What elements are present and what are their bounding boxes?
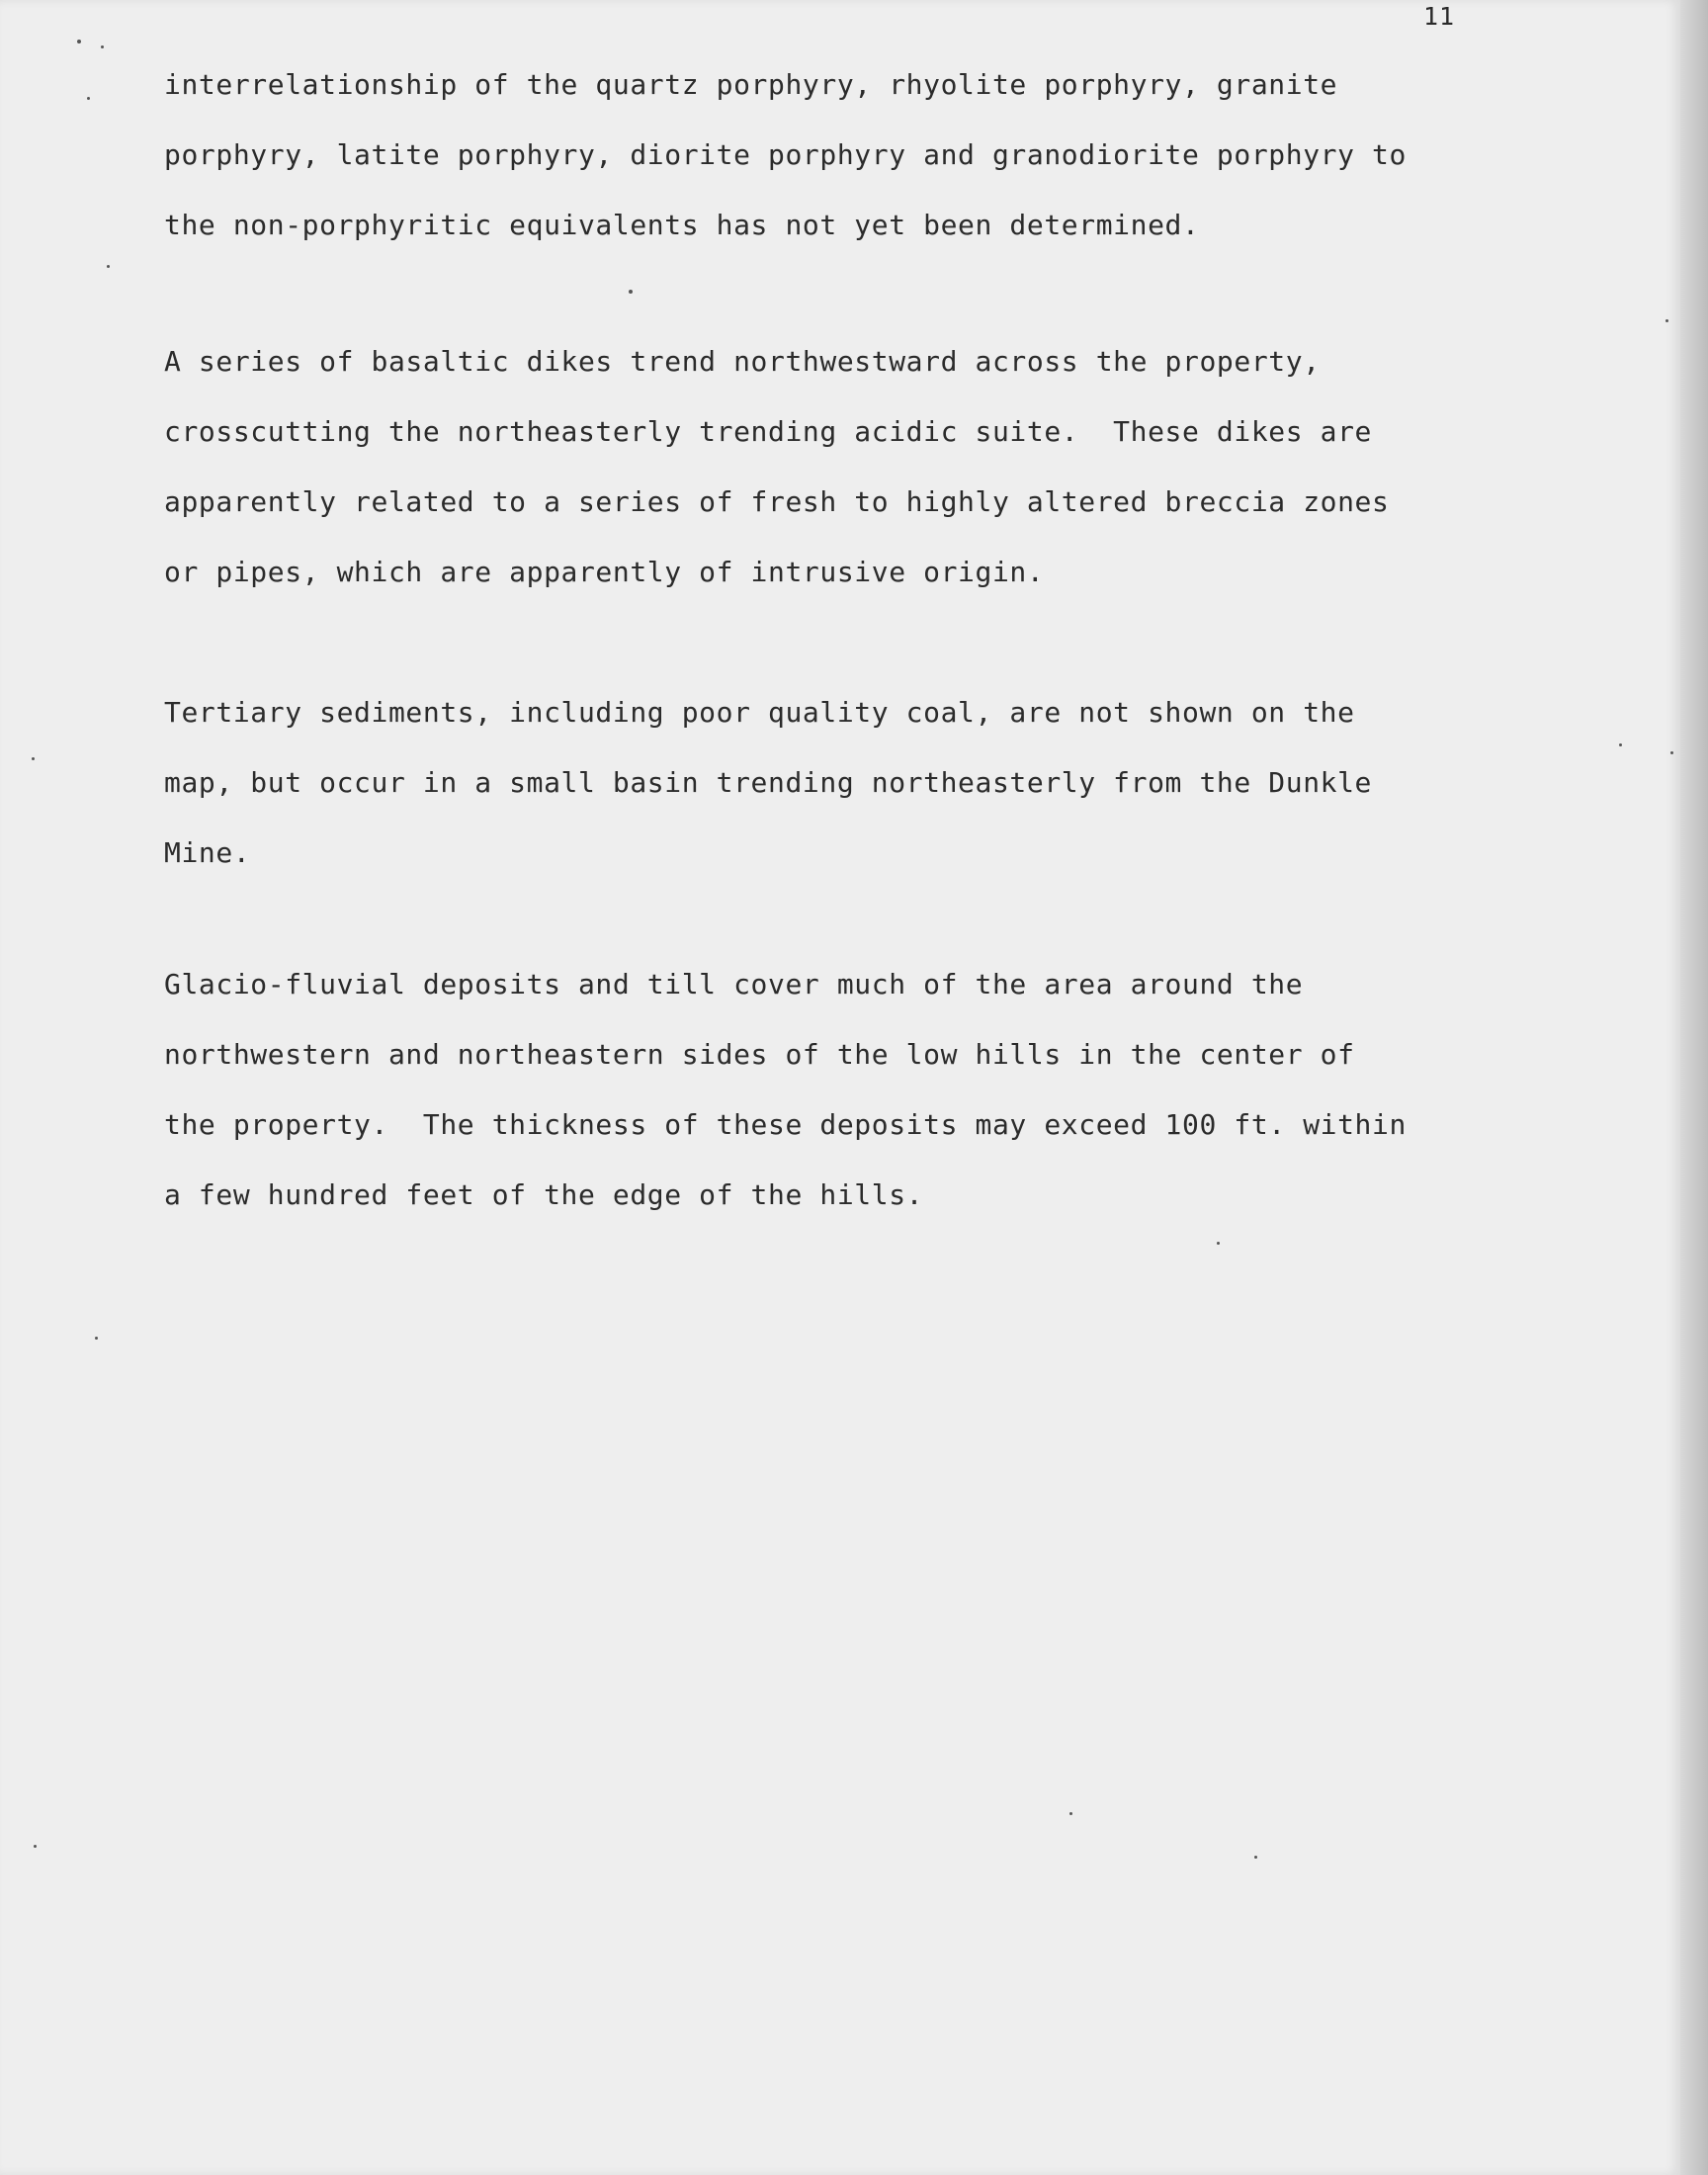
text-line: the non-porphyritic equivalents has not yet been determined. [164, 209, 1200, 241]
scan-speck [32, 757, 35, 760]
scan-speck [1619, 743, 1622, 746]
scan-speck [77, 40, 81, 44]
text-line: A series of basaltic dikes trend northwestward across the property, [164, 345, 1321, 378]
paragraph-porphyry-relationships [164, 49, 1479, 260]
scan-speck [629, 290, 633, 294]
text-line: a few hundred feet of the edge of the hills. [164, 1178, 924, 1211]
text-line: map, but occur in a small basin trending northeasterly from the Dunkle [164, 766, 1373, 799]
text-line: Mine. [164, 836, 251, 869]
text-line: Tertiary sediments, including poor quality coal, are not shown on the [164, 696, 1355, 729]
text-line: porphyry, latite porphyry, diorite porphyry and granodiorite porphyry to [164, 138, 1407, 171]
scan-speck [95, 1337, 98, 1340]
paragraph-tertiary-sediments [164, 677, 1479, 888]
scan-speck [1069, 1812, 1072, 1815]
text-line: Glacio-fluvial deposits and till cover much of the area around the [164, 968, 1304, 1000]
text-line: crosscutting the northeasterly trending acidic suite. These dikes are [164, 415, 1373, 448]
scan-speck [34, 1845, 37, 1848]
scan-speck [1670, 751, 1673, 754]
scan-speck [1665, 319, 1668, 322]
scan-speck [1254, 1856, 1257, 1859]
scan-speck [87, 97, 90, 100]
text-line: or pipes, which are apparently of intrusive origin. [164, 556, 1045, 588]
text-line: the property. The thickness of these deposits may exceed 100 ft. within [164, 1108, 1407, 1141]
page-number: 11 [1423, 2, 1456, 31]
scan-speck [101, 45, 104, 48]
paragraph-basaltic-dikes [164, 326, 1479, 607]
scan-speck [1217, 1242, 1220, 1245]
scan-speck [107, 265, 110, 268]
text-line: northwestern and northeastern sides of the low hills in the center of [164, 1038, 1355, 1071]
scan-page-edge [1680, 0, 1708, 2175]
text-line: interrelationship of the quartz porphyry, rhyolite porphyry, granite [164, 68, 1338, 101]
paragraph-glacio-fluvial-deposits [164, 949, 1479, 1230]
text-line: apparently related to a series of fresh to highly altered breccia zones [164, 485, 1390, 518]
